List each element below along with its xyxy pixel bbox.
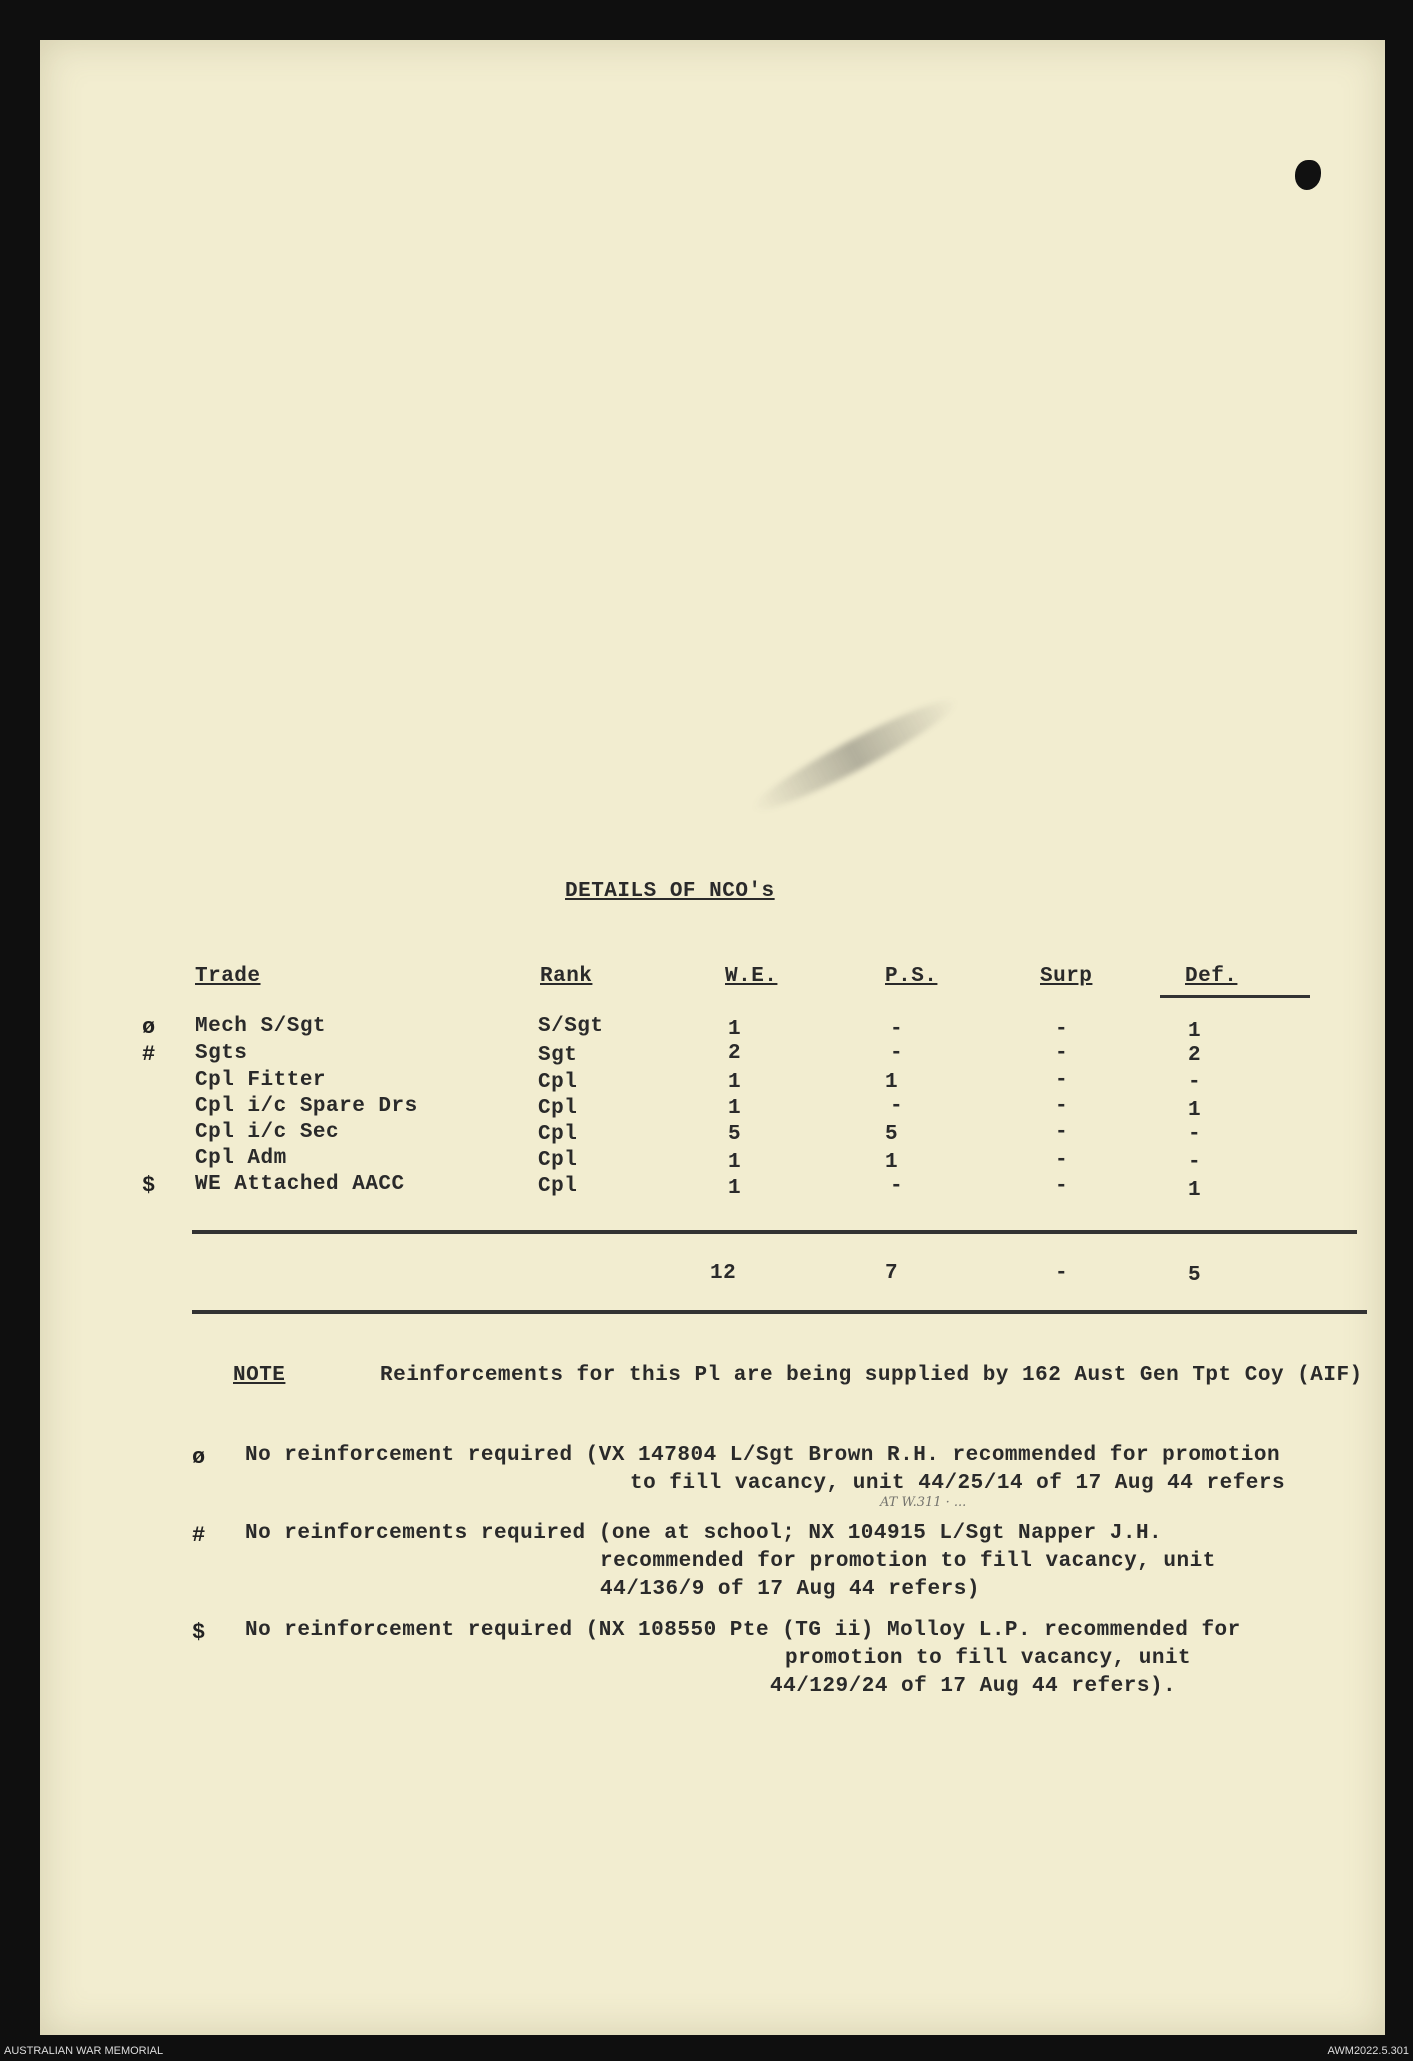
row-we: 1: [728, 1097, 742, 1120]
total-ps: 7: [885, 1262, 899, 1285]
row-ps: 5: [885, 1123, 899, 1146]
row-we: 1: [728, 1071, 742, 1094]
footnote-line: 44/129/24 of 17 Aug 44 refers).: [770, 1675, 1177, 1698]
row-trade: Cpl i/c Sec: [195, 1121, 340, 1144]
footnote-line: No reinforcements required (one at school; NX 104915 L/Sgt Napper J.H.: [245, 1522, 1163, 1545]
row-trade: Cpl Fitter: [195, 1069, 327, 1092]
row-surp: -: [1055, 1095, 1069, 1118]
row-we: 5: [728, 1123, 742, 1146]
row-def: 1: [1188, 1099, 1202, 1122]
row-surp: -: [1055, 1018, 1069, 1041]
row-def: 1: [1188, 1179, 1202, 1202]
row-surp: -: [1055, 1149, 1069, 1172]
row-marker: ø: [142, 1015, 156, 1040]
header-surp: Surp: [1040, 965, 1093, 988]
pencil-smudge: [746, 688, 963, 822]
row-trade: Cpl i/c Spare Drs: [195, 1095, 418, 1118]
row-trade: Cpl Adm: [195, 1147, 287, 1170]
row-def: -: [1188, 1071, 1202, 1094]
header-we: W.E.: [725, 965, 778, 988]
row-marker: #: [142, 1042, 156, 1067]
punch-hole: [1295, 160, 1321, 190]
row-rank: Cpl: [538, 1097, 578, 1120]
row-marker: $: [142, 1173, 156, 1198]
row-def: -: [1188, 1151, 1202, 1174]
row-surp: -: [1055, 1042, 1069, 1065]
note-text: Reinforcements for this Pl are being supplied by 162 Aust Gen Tpt Coy (AIF): [380, 1364, 1363, 1387]
row-rank: Cpl: [538, 1071, 578, 1094]
total-we: 12: [710, 1262, 737, 1285]
footnote-marker: #: [192, 1523, 206, 1548]
footnote-line: promotion to fill vacancy, unit: [785, 1647, 1192, 1670]
footer-left: AUSTRALIAN WAR MEMORIAL: [4, 2045, 164, 2057]
row-ps: -: [890, 1095, 904, 1118]
table-rule-top: [192, 1230, 1357, 1234]
row-ps: 1: [885, 1071, 899, 1094]
total-surp: -: [1055, 1262, 1069, 1285]
header-def: Def.: [1185, 965, 1238, 988]
row-we: 1: [728, 1018, 742, 1041]
row-rank: Cpl: [538, 1123, 578, 1146]
note-label: NOTE: [233, 1364, 286, 1387]
header-ps: P.S.: [885, 965, 938, 988]
row-we: 2: [728, 1042, 742, 1065]
footnote-line: to fill vacancy, unit 44/25/14 of 17 Aug 44 refers: [630, 1472, 1286, 1495]
document-page: [40, 40, 1385, 2035]
footnote-line: 44/136/9 of 17 Aug 44 refers): [600, 1578, 980, 1601]
row-ps: -: [890, 1042, 904, 1065]
row-rank: Cpl: [538, 1149, 578, 1172]
row-surp: -: [1055, 1121, 1069, 1144]
row-trade: Sgts: [195, 1042, 248, 1065]
row-def: 2: [1188, 1044, 1202, 1067]
page-title: DETAILS OF NCO's: [565, 880, 775, 903]
row-ps: -: [890, 1175, 904, 1198]
header-def-rule: [1160, 995, 1310, 998]
footnote-marker: ø: [192, 1445, 206, 1470]
row-surp: -: [1055, 1175, 1069, 1198]
total-def: 5: [1188, 1264, 1202, 1287]
row-we: 1: [728, 1177, 742, 1200]
row-rank: Sgt: [538, 1044, 578, 1067]
table-rule-bottom: [192, 1310, 1367, 1314]
handwritten-annotation: AT W.311 · ...: [880, 1495, 967, 1510]
footnote-line: No reinforcement required (VX 147804 L/Sgt Brown R.H. recommended for promotion: [245, 1444, 1281, 1467]
row-rank: Cpl: [538, 1175, 578, 1198]
footnote-line: recommended for promotion to fill vacancy, unit: [600, 1550, 1216, 1573]
row-surp: -: [1055, 1069, 1069, 1092]
header-rank: Rank: [540, 965, 593, 988]
row-rank: S/Sgt: [538, 1015, 604, 1038]
row-def: -: [1188, 1123, 1202, 1146]
header-trade: Trade: [195, 965, 261, 988]
footnote-marker: $: [192, 1620, 206, 1645]
row-ps: 1: [885, 1151, 899, 1174]
row-we: 1: [728, 1151, 742, 1174]
row-ps: -: [890, 1018, 904, 1041]
row-trade: Mech S/Sgt: [195, 1015, 327, 1038]
footnote-line: No reinforcement required (NX 108550 Pte (TG ii) Molloy L.P. recommended for: [245, 1619, 1241, 1642]
row-trade: WE Attached AACC: [195, 1173, 405, 1196]
footer-right: AWM2022.5.301: [1327, 2045, 1409, 2057]
row-def: 1: [1188, 1020, 1202, 1043]
